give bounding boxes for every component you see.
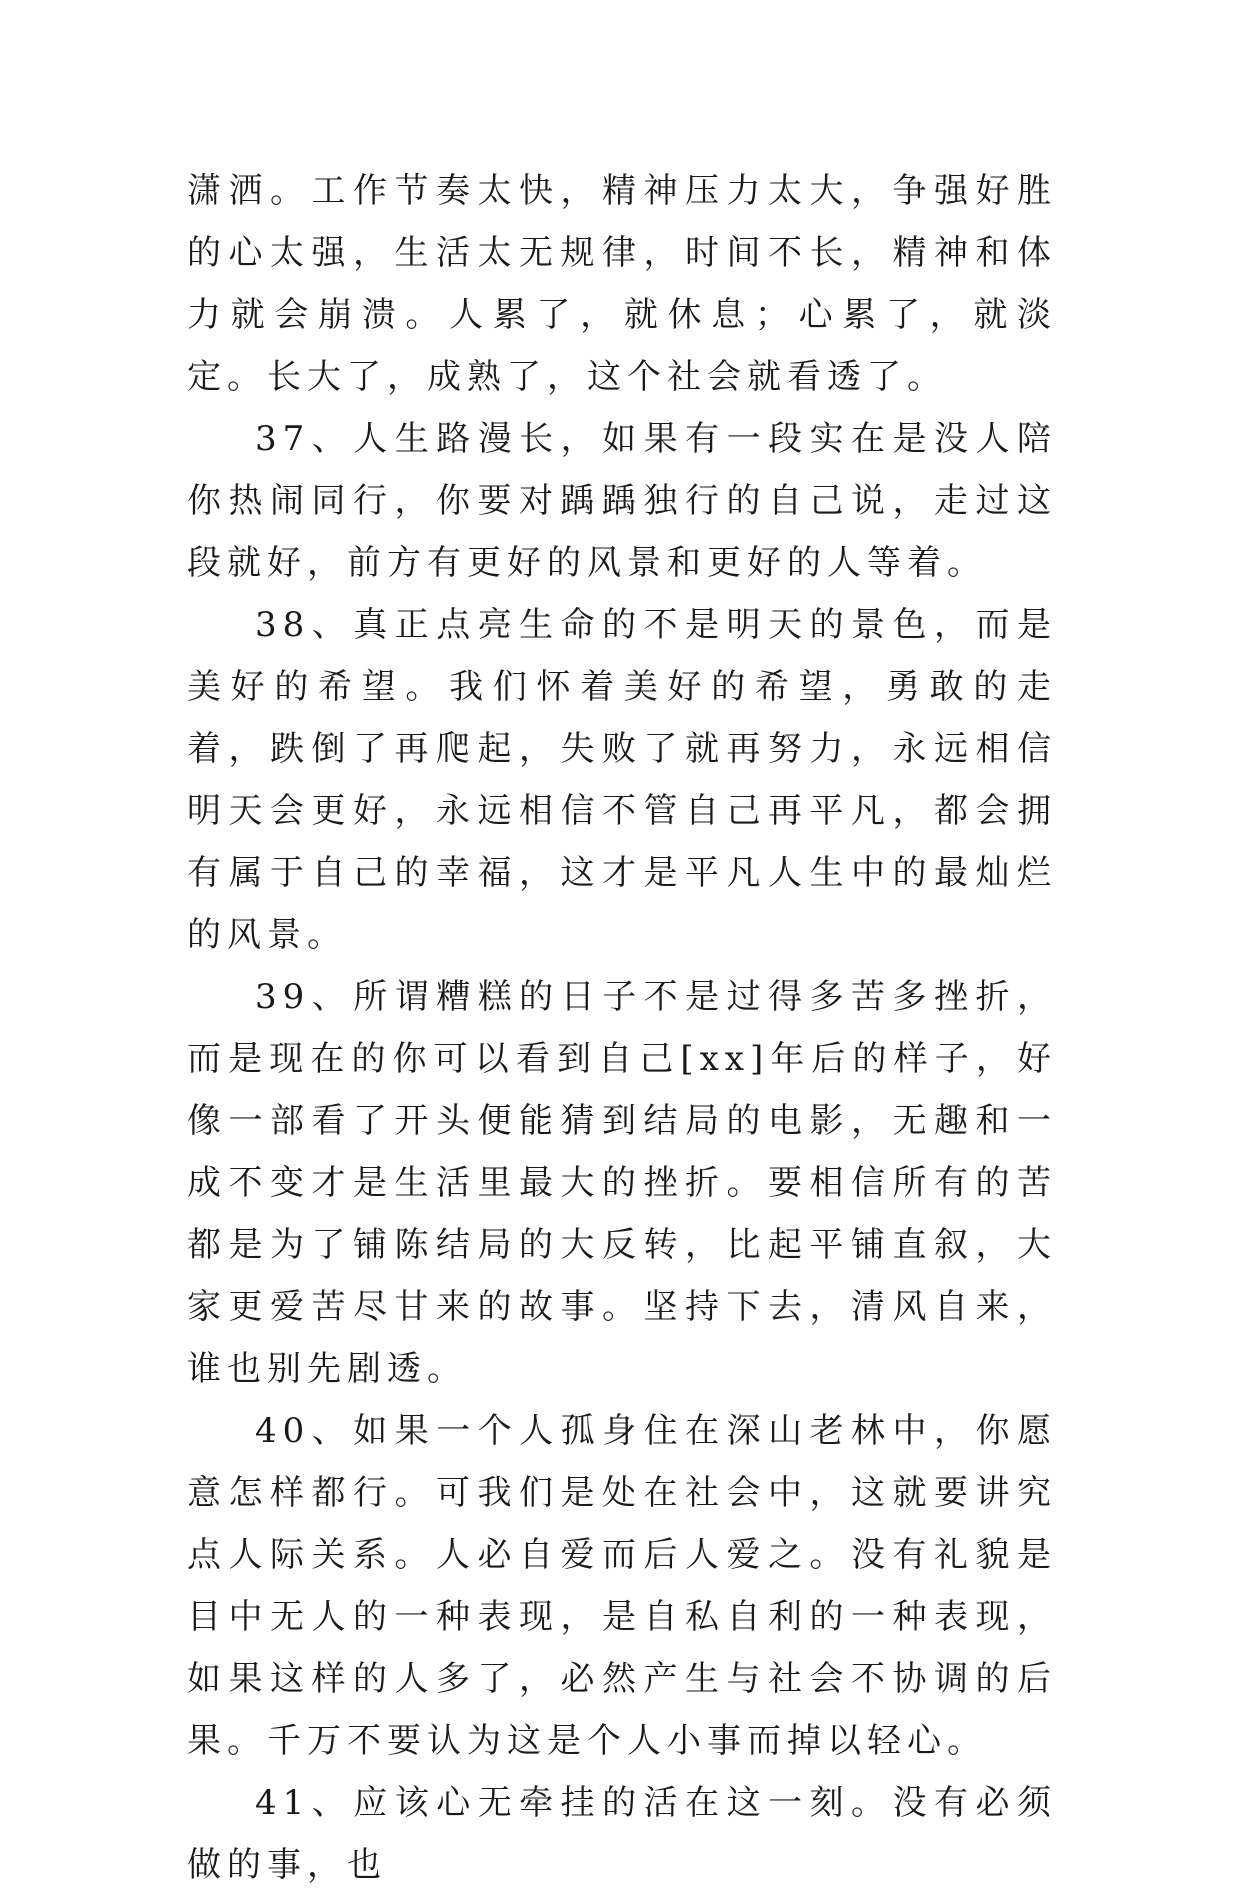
paragraph-39: 39、所谓糟糕的日子不是过得多苦多挫折，而是现在的你可以看到自己[xx]年后的样子，好像一部看了开头便能猜到结局的电影，无趣和一成不变才是生活里最大的挫折。要相信所有的苦都是为了铺陈结局的大反转，比起平铺直叙，大家更爱苦尽甘来的故事。坚持下去，清风自来，谁也别先剧透。	[187, 977, 1057, 1389]
paragraph-continuation: 潇洒。工作节奏太快，精神压力太大，争强好胜的心太强，生活太无规律，时间不长，精神和体力就会崩溃。人累了，就休息；心累了，就淡定。长大了，成熟了，这个社会就看透了。	[187, 171, 1057, 397]
paragraph-38: 38、真正点亮生命的不是明天的景色，而是美好的希望。我们怀着美好的希望，勇敢的走着，跌倒了再爬起，失败了就再努力，永远相信明天会更好，永远相信不管自己再平凡，都会拥有属于自己的幸福，这才是平凡人生中的最灿烂的风景。	[187, 605, 1057, 955]
paragraph-40: 40、如果一个人孤身住在深山老林中，你愿意怎样都行。可我们是处在社会中，这就要讲究点人际关系。人必自爱而后人爱之。没有礼貌是目中无人的一种表现，是自私自利的一种表现，如果这样的人多了，必然产生与社会不协调的后果。千万不要认为这是个人小事而掉以轻心。	[187, 1411, 1057, 1761]
document-body	[187, 160, 1057, 1896]
paragraph-37: 37、人生路漫长，如果有一段实在是没人陪你热闹同行，你要对踽踽独行的自己说，走过这段就好，前方有更好的风景和更好的人等着。	[187, 419, 1057, 583]
paragraph-41: 41、应该心无牵挂的活在这一刻。没有必须做的事，也	[187, 1783, 1057, 1885]
